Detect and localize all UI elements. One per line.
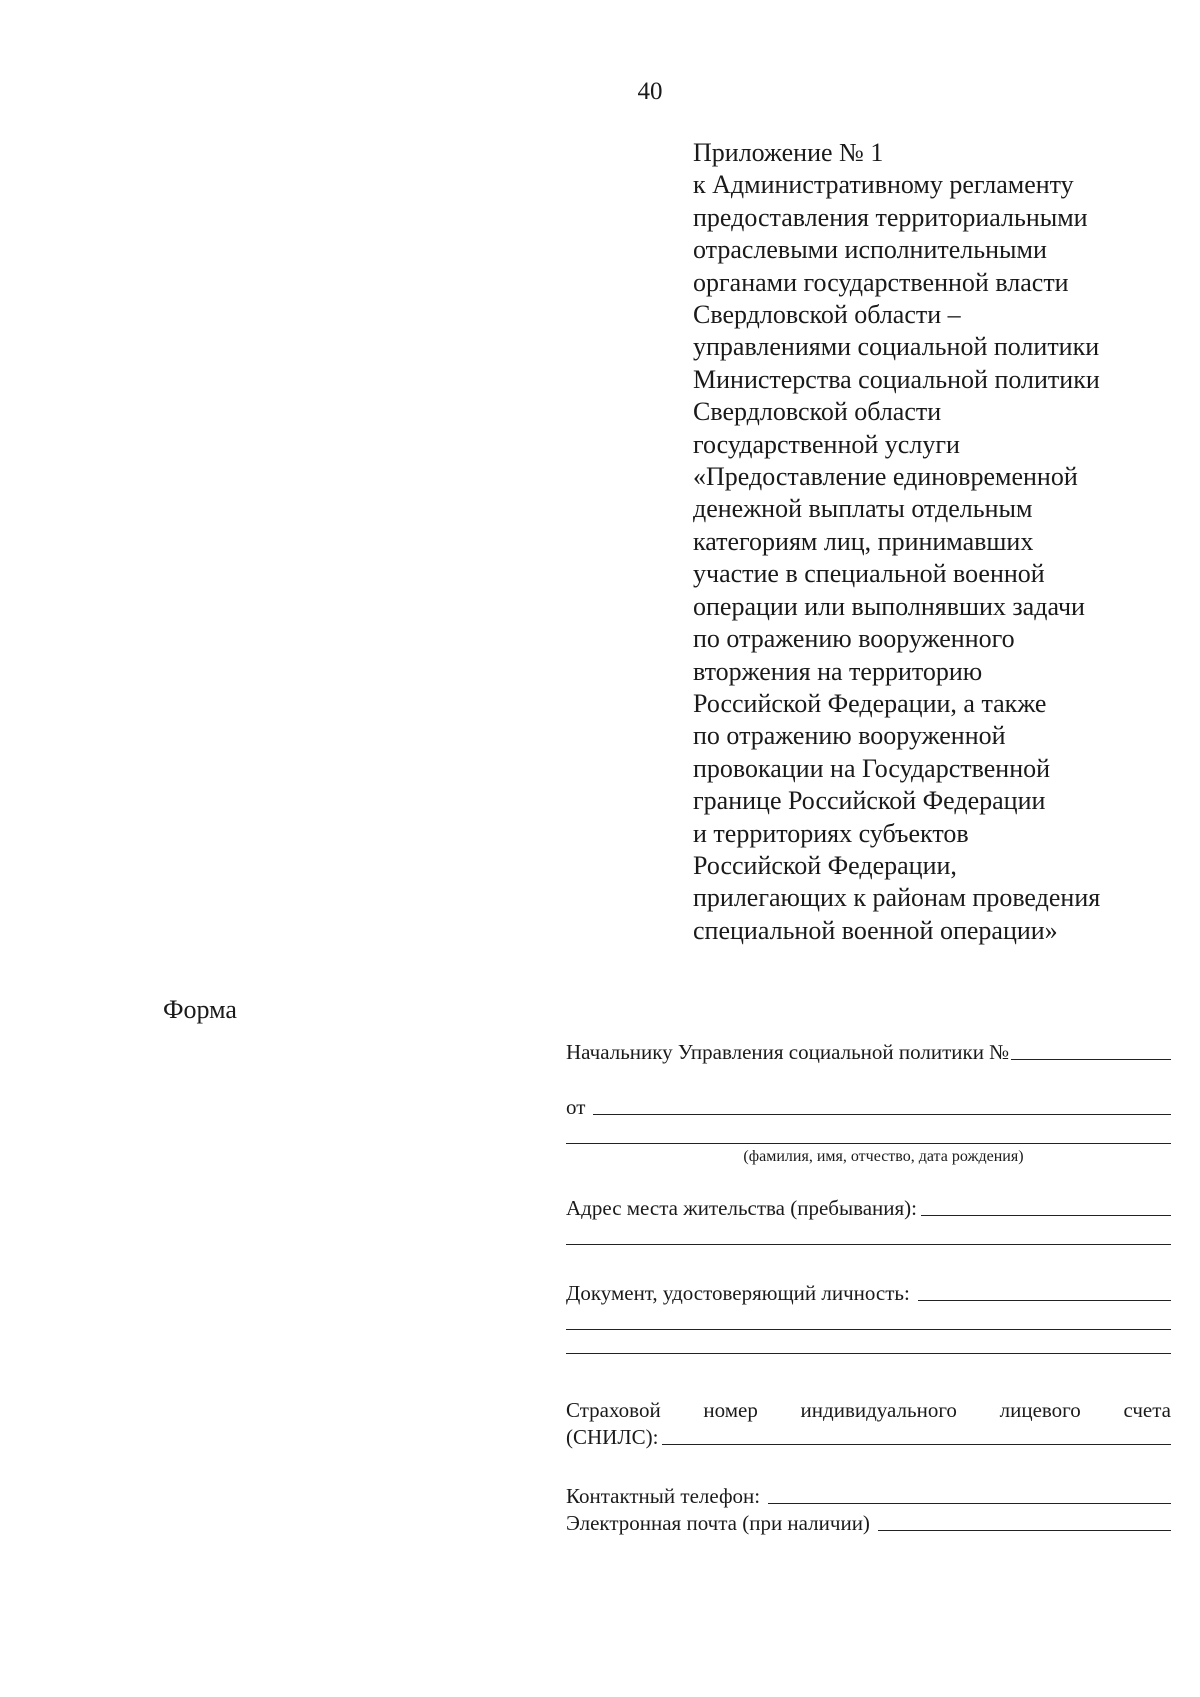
phone-field[interactable] — [768, 1502, 1171, 1504]
name-caption: (фамилия, имя, отчество, дата рождения) — [743, 1148, 1024, 1165]
document-field[interactable] — [918, 1299, 1171, 1301]
from-field[interactable] — [593, 1113, 1171, 1115]
appendix-line: по отражению вооруженной — [693, 721, 1006, 751]
form-label: Форма — [163, 995, 237, 1024]
applicant-fields — [566, 1040, 1171, 1536]
page-number: 40 — [637, 78, 663, 105]
document-field-line-2[interactable] — [566, 1328, 1171, 1330]
appendix-line: вторжения на территорию — [693, 656, 983, 686]
appendix-line: отраслевыми исполнительными — [693, 235, 1047, 265]
appendix-line: Свердловской области — [693, 397, 942, 427]
document-label: Документ, удостоверяющий личность: — [566, 1281, 910, 1305]
head-number-field[interactable] — [1011, 1058, 1171, 1060]
appendix-block — [693, 137, 1173, 947]
appendix-line: денежной выплаты отдельным — [693, 494, 1033, 524]
from-row — [566, 1095, 1171, 1120]
appendix-line: категориям лиц, принимавших — [693, 526, 1034, 556]
appendix-line: органами государственной власти — [693, 267, 1069, 297]
phone-label: Контактный телефон: — [566, 1484, 761, 1508]
appendix-line: прилегающих к районам проведения — [693, 883, 1101, 913]
snils-caption: Страховой номер индивидуального лицевого счета — [566, 1398, 1171, 1422]
address-row — [566, 1196, 1171, 1221]
address-label: Адрес места жительства (пребывания): — [566, 1196, 918, 1220]
appendix-line: по отражению вооруженного — [693, 624, 1015, 654]
appendix-line: участие в специальной военной — [693, 559, 1045, 589]
appendix-line: границе Российской Федерации — [693, 786, 1046, 816]
appendix-line: предоставления территориальными — [693, 202, 1088, 232]
phone-row — [566, 1484, 1171, 1509]
from-field-line-2[interactable] — [566, 1142, 1171, 1144]
appendix-line: специальной военной операции» — [693, 915, 1058, 945]
snils-field[interactable] — [662, 1443, 1171, 1445]
snils-label: (СНИЛС): — [566, 1425, 659, 1449]
head-label: Начальнику Управления социальной политики № — [566, 1040, 1010, 1064]
address-field[interactable] — [921, 1214, 1171, 1216]
appendix-line: операции или выполнявших задачи — [693, 591, 1085, 621]
document-row — [566, 1281, 1171, 1306]
appendix-line: Свердловской области – — [693, 300, 961, 330]
head-row — [566, 1040, 1171, 1065]
appendix-line: Приложение № 1 — [693, 138, 884, 167]
appendix-line: государственной услуги — [693, 429, 960, 459]
address-field-line-2[interactable] — [566, 1243, 1171, 1245]
email-label: Электронная почта (при наличии) — [566, 1511, 870, 1535]
from-label: от — [566, 1095, 586, 1119]
snils-row — [566, 1425, 1171, 1450]
appendix-line: «Предоставление единовременной — [693, 462, 1078, 492]
appendix-line: и территориях субъектов — [693, 818, 969, 848]
email-field[interactable] — [878, 1529, 1171, 1531]
appendix-line: управлениями социальной политики — [693, 332, 1100, 362]
appendix-line: провокации на Государственной — [693, 753, 1051, 783]
document-field-line-3[interactable] — [566, 1352, 1171, 1354]
email-row — [566, 1511, 1171, 1536]
appendix-line: к Административному регламенту — [693, 170, 1074, 200]
appendix-line: Министерства социальной политики — [693, 364, 1100, 394]
appendix-line: Российской Федерации, — [693, 850, 957, 880]
appendix-line: Российской Федерации, а также — [693, 688, 1047, 718]
